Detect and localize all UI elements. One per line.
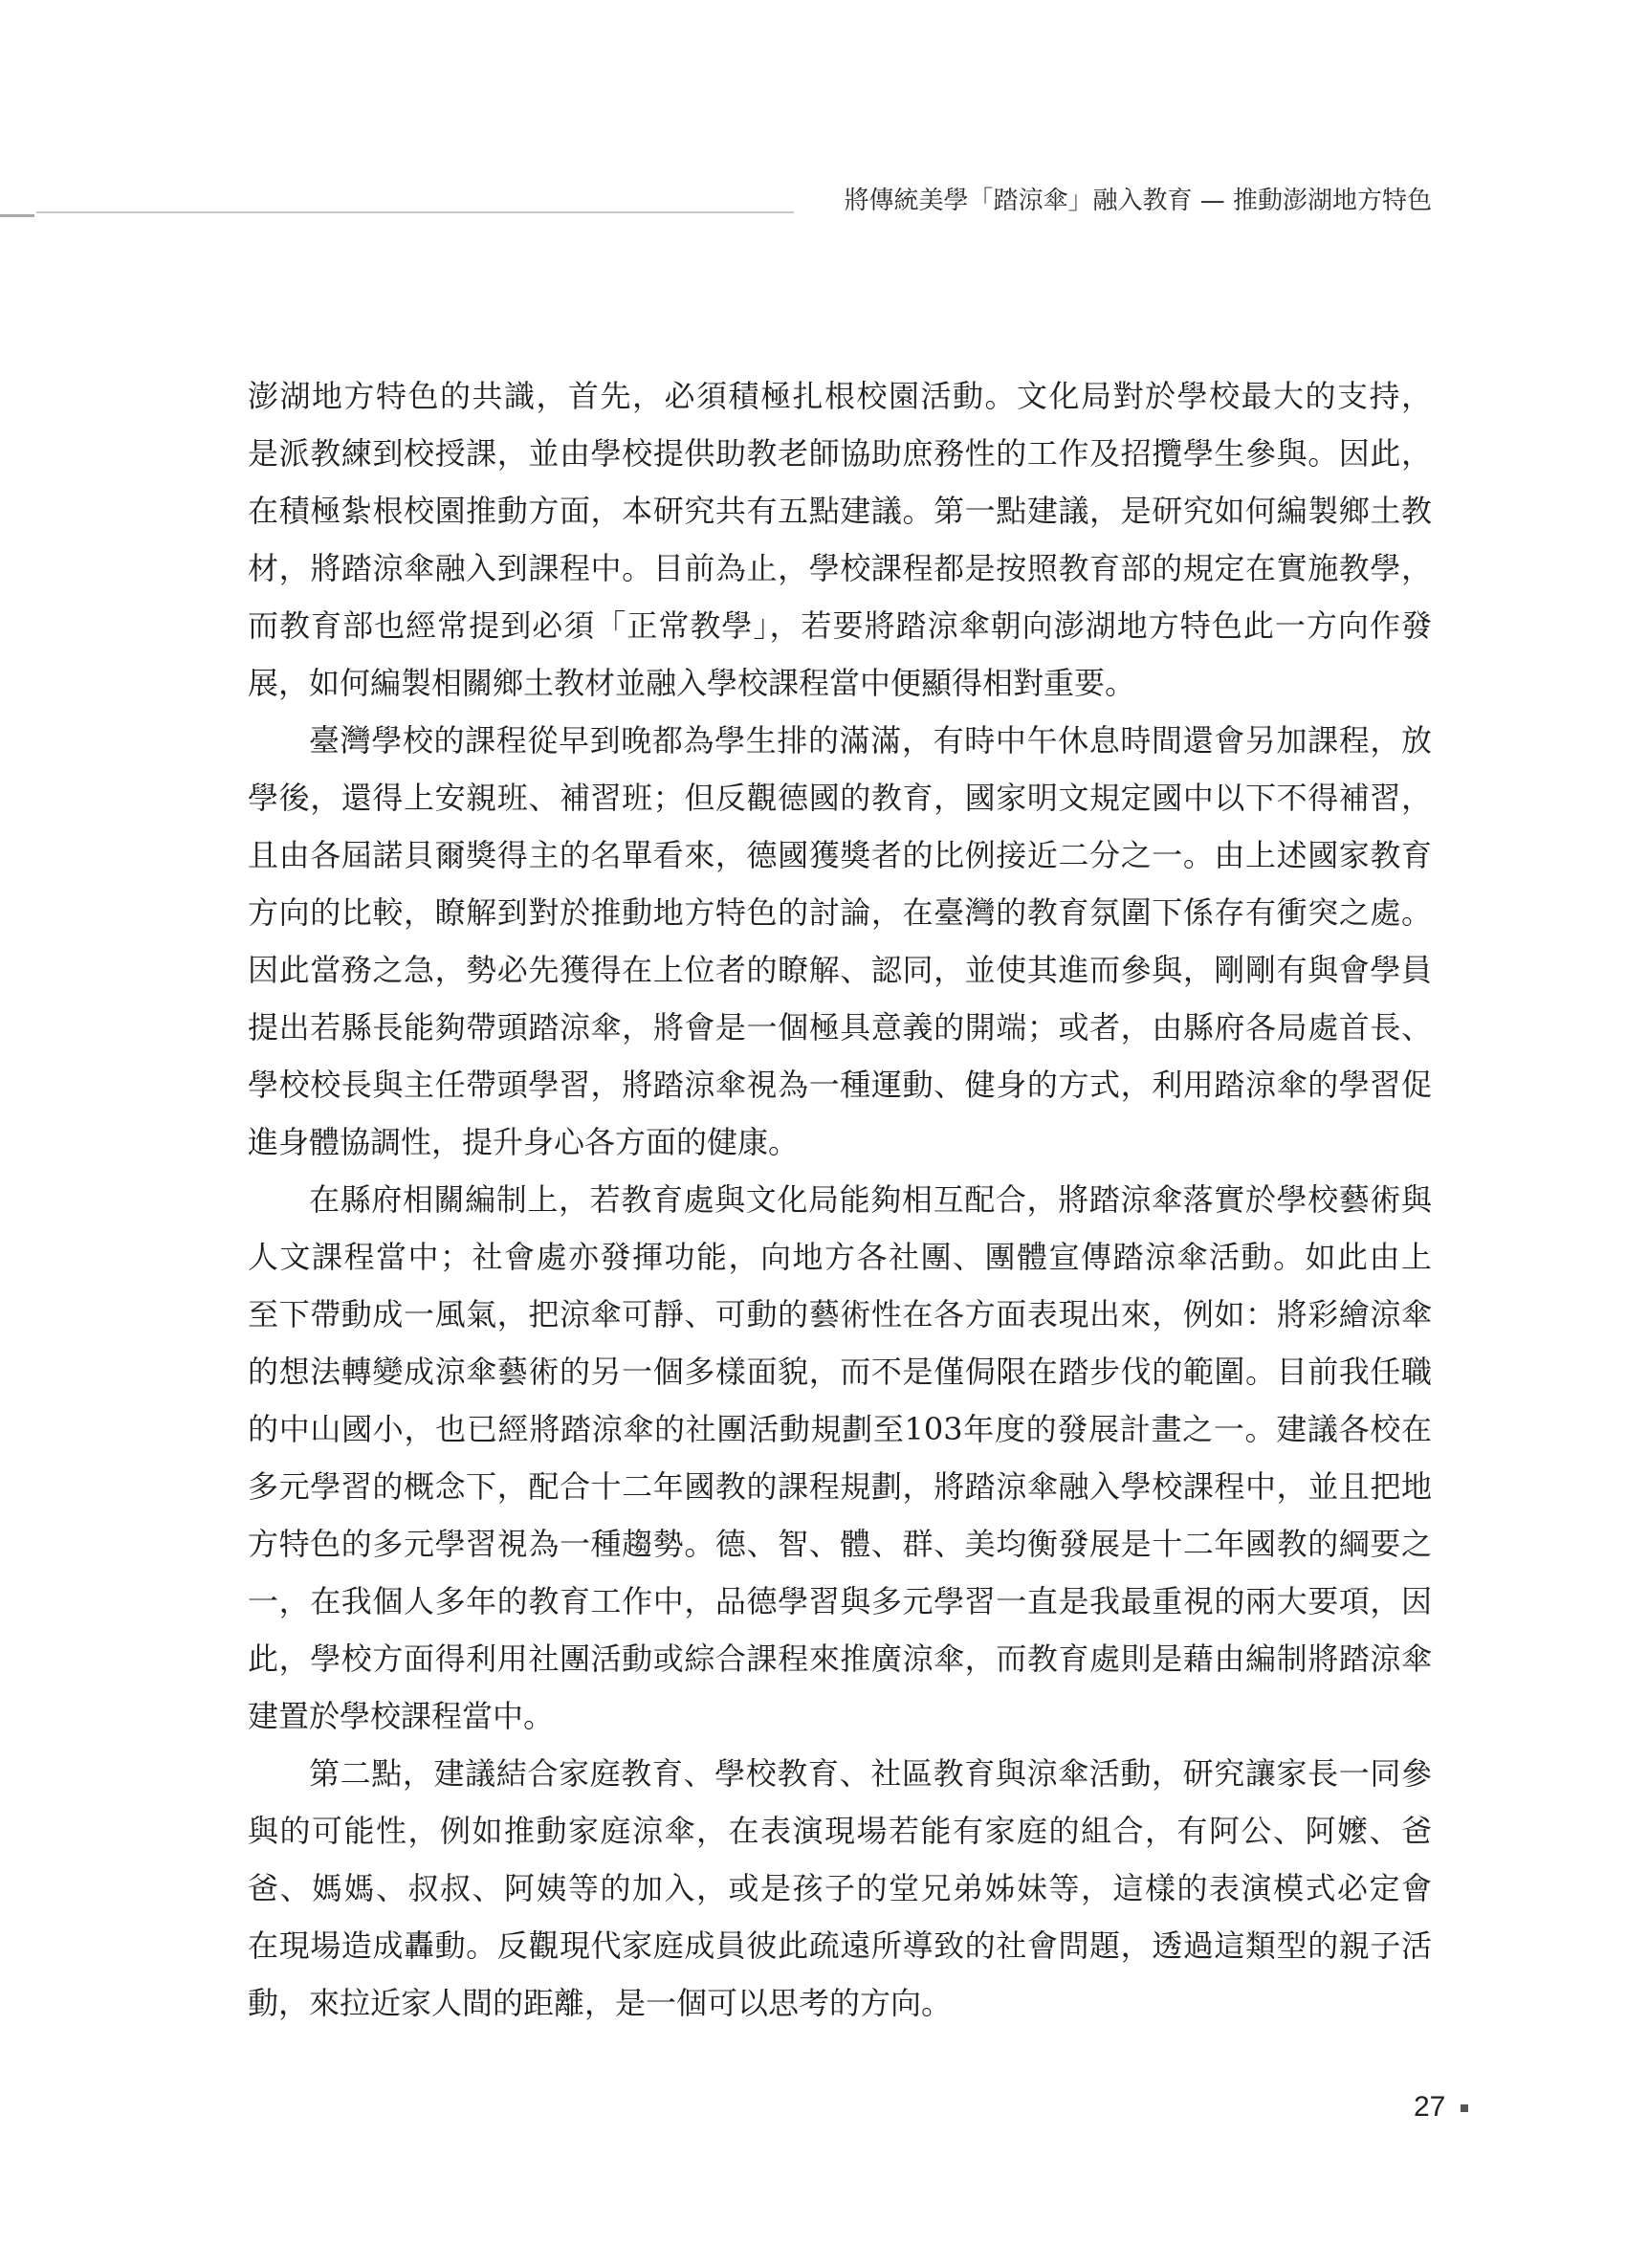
text-line: 建置於學校課程當中。 — [248, 1698, 555, 1734]
text-line: 爸、媽媽、叔叔、阿姨等的加入，或是孩子的堂兄弟姊妹等，這樣的表演模式必定會 — [248, 1870, 1432, 1906]
paragraph — [248, 712, 1432, 1171]
text-line: 進身體協調性，提升身心各方面的健康。 — [248, 1124, 800, 1160]
paragraph — [248, 1171, 1432, 1745]
text-line: 第二點，建議結合家庭教育、學校教育、社區教育與涼傘活動，研究讓家長一同參 — [309, 1755, 1432, 1792]
paragraph — [248, 367, 1432, 712]
text-line: 澎湖地方特色的共識，首先，必須積極扎根校園活動。文化局對於學校最大的支持， — [248, 378, 1432, 414]
text-line: 因此當務之急，勢必先獲得在上位者的瞭解、認同，並使其進而參與，剛剛有與會學員 — [248, 952, 1432, 988]
text-line: 人文課程當中；社會處亦發揮功能，向地方各社團、團體宣傳踏涼傘活動。如此由上 — [248, 1239, 1432, 1275]
text-line: 的想法轉變成涼傘藝術的另一個多樣面貌，而不是僅侷限在踏步伐的範圍。目前我任職 — [248, 1354, 1432, 1390]
text-line: 是派教練到校授課，並由學校提供助教老師協助庶務性的工作及招攬學生參與。因此， — [248, 435, 1432, 472]
text-line: 多元學習的概念下，配合十二年國教的課程規劃，將踏涼傘融入學校課程中，並且把地 — [248, 1468, 1432, 1505]
body-text — [248, 367, 1432, 2032]
text-line: 一，在我個人多年的教育工作中，品德學習與多元學習一直是我最重視的兩大要項，因 — [248, 1583, 1432, 1619]
header-rule-left-mark — [0, 214, 34, 217]
page-number: 27 — [1414, 2091, 1446, 2123]
text-line: 與的可能性，例如推動家庭涼傘，在表演現場若能有家庭的組合，有阿公、阿嬤、爸 — [248, 1813, 1432, 1849]
text-line: 臺灣學校的課程從早到晚都為學生排的滿滿，有時中午休息時間還會另加課程，放 — [309, 722, 1432, 759]
text-line: 在現場造成轟動。反觀現代家庭成員彼此疏遠所導致的社會問題，透過這類型的親子活 — [248, 1927, 1432, 1964]
text-line: 此，學校方面得利用社團活動或綜合課程來推廣涼傘，而教育處則是藉由編制將踏涼傘 — [248, 1640, 1432, 1677]
header-rule — [36, 211, 794, 213]
text-line: 方向的比較，瞭解到對於推動地方特色的討論，在臺灣的教育氛圍下係存有衝突之處。 — [248, 894, 1432, 931]
paragraph — [248, 1745, 1432, 2032]
text-line: 學後，還得上安親班、補習班；但反觀德國的教育，國家明文規定國中以下不得補習， — [248, 780, 1432, 816]
text-line: 方特色的多元學習視為一種趨勢。德、智、體、群、美均衡發展是十二年國教的綱要之 — [248, 1526, 1432, 1562]
text-line: 在縣府相關編制上，若教育處與文化局能夠相互配合，將踏涼傘落實於學校藝術與 — [309, 1181, 1432, 1218]
text-line: 至下帶動成一風氣，把涼傘可靜、可動的藝術性在各方面表現出來，例如：將彩繪涼傘 — [248, 1296, 1432, 1332]
text-line: 動，來拉近家人間的距離，是一個可以思考的方向。 — [248, 1985, 953, 2021]
text-line: 提出若縣長能夠帶頭踏涼傘，將會是一個極具意義的開端；或者，由縣府各局處首長、 — [248, 1009, 1432, 1046]
text-line: 學校校長與主任帶頭學習，將踏涼傘視為一種運動、健身的方式，利用踏涼傘的學習促 — [248, 1067, 1432, 1103]
text-line: 而教育部也經常提到必須「正常教學」，若要將踏涼傘朝向澎湖地方特色此一方向作發 — [248, 607, 1432, 644]
text-line: 材，將踏涼傘融入到課程中。目前為止，學校課程都是按照教育部的規定在實施教學， — [248, 550, 1432, 586]
running-header-title: 將傳統美學「踏涼傘」融入教育 — 推動澎湖地方特色 — [844, 187, 1432, 215]
text-line: 展，如何編製相關鄉土教材並融入學校課程當中便顯得相對重要。 — [248, 665, 1136, 701]
text-line: 在積極紮根校園推動方面，本研究共有五點建議。第一點建議，是研究如何編製鄉土教 — [248, 493, 1432, 529]
page-number-square-mark — [1461, 2104, 1468, 2112]
text-line: 且由各屆諾貝爾獎得主的名單看來，德國獲獎者的比例接近二分之一。由上述國家教育 — [248, 837, 1432, 873]
text-line: 的中山國小，也已經將踏涼傘的社團活動規劃至103年度的發展計畫之一。建議各校在 — [248, 1411, 1432, 1447]
